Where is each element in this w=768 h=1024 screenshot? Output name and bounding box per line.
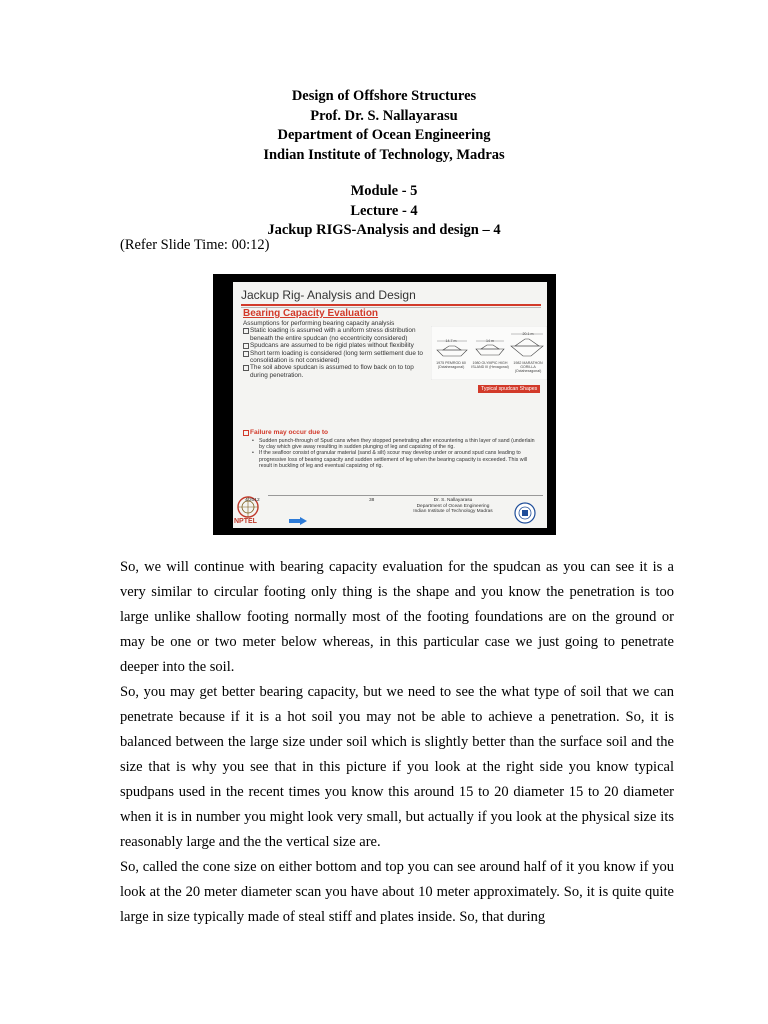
iit-madras-logo-icon	[514, 502, 536, 524]
professor-name: Prof. Dr. S. Nallayarasu	[310, 107, 458, 124]
title-block	[0, 87, 768, 241]
figure-caption-2: 1980 OLYMPIC HIGH ISLAND III (Hexagonal)	[471, 361, 509, 370]
department-name: Department of Ocean Engineering	[277, 127, 491, 143]
transcript-paragraph: So, we will continue with bearing capacity evaluation for the spudcan as you can see it is a very similar to circular footing only thing is the shape and you know the penetration is too large unlike shallow footing normally most of the footing foundations are on the ground or may be one or two meter below whereas, in this particular case we just going to penetrate deeper into the soil.	[120, 559, 674, 675]
spudcan-shapes-label: Typical spudcan Shapes	[478, 385, 540, 393]
figure-caption-3: 1982 MARATHON GORILLA (Octahexagonal)	[513, 361, 543, 374]
course-title: Design of Offshore Structures	[291, 88, 477, 104]
arrow-right-icon	[289, 517, 307, 525]
failure-point: • Sudden punch-through of Spud cans when they stopped penetrating after encountering a thin layer of sand (underlain by clay which give away resulting in sudden plunging of leg and capsizing of the rig.	[251, 438, 539, 450]
figure-dim-2: 14 m	[486, 339, 494, 343]
institute-name: Indian Institute of Technology, Madras	[263, 146, 505, 163]
figure-dim-3: 20.1 m	[522, 332, 534, 336]
failure-points	[251, 438, 539, 469]
slide-image	[213, 274, 556, 535]
lecture-number: Lecture - 4	[350, 202, 418, 219]
footer-credit-line: Dr. S. Nallayarasu	[433, 498, 473, 503]
refer-slide-time: (Refer Slide Time: 00:12)	[120, 237, 270, 253]
figure-dim-1: 14.7 m	[445, 339, 457, 343]
slide-content	[233, 282, 547, 528]
transcript-paragraph: So, you may get better bearing capacity, but we need to see the what type of soil that we can penetrate because if it is a hot soil you may not be able to achieve a penetration. So, it is balanced between the large size under soil which is slightly better than the surface soil and the size that is why you see that in this picture if you look at the right side you know typical spudpans used in the recent times you know this around 15 to 20 diameter 15 to 20 diameter when it is in number you might look very small, but actually if you look at the physical size its reasonably large and the the vertical size are.	[120, 684, 674, 850]
failure-point: • If the seafloor consist of granular material (sand & silt) scour may develop under or around spud cans leading to progressive loss of bearing capacity and sudden settlement of leg when the bearing capacity is exceeded. This will result in buckling of leg and eventual capsizing of rig.	[251, 450, 539, 469]
footer-credit-line: Department of Ocean Engineering	[416, 503, 490, 509]
slide-subtitle: Bearing Capacity Evaluation	[243, 308, 379, 319]
slide-footer	[233, 495, 547, 528]
failure-heading: Failure may occur due to	[243, 429, 328, 436]
assumption-bullet: The soil above spudcan is assumed to flow back on to top during penetration.	[243, 364, 433, 379]
footer-rule	[268, 495, 543, 496]
assumption-bullet: Static loading is assumed with a uniform stress distribution beneath the entire spudcan (no eccentricity considered)	[243, 327, 433, 342]
footer-date: 4/2012	[245, 498, 260, 503]
footer-page-number: 38	[369, 498, 375, 503]
lecture-title: Jackup RIGS-Analysis and design – 4	[267, 222, 501, 238]
assumptions-intro: Assumptions for performing bearing capacity analysis	[243, 320, 395, 327]
transcript-paragraph: So, called the cone size on either bottom and top you can see around half of it you know if you look at the 20 meter diameter scan you have about 10 meter approximately. So, it is quite quite large in size typically made of steal stiff and plates inside. So, that during	[120, 859, 674, 925]
figure-caption-1: 1975 PEMROD 60 (Octahexagonal)	[436, 361, 466, 370]
assumption-bullet: Spudcans are assumed to be rigid plates without flexibility	[243, 342, 433, 349]
module-number: Module - 5	[350, 183, 418, 199]
slide-title-rule	[241, 304, 541, 306]
footer-credit-line: Indian Institute of Technology Madras	[413, 509, 493, 515]
transcript-body	[120, 555, 674, 930]
assumption-bullet: Short term loading is considered (long term settlement due to consolidation is not considered)	[243, 350, 433, 365]
footer-credit	[403, 498, 503, 515]
nptel-label: NPTEL	[234, 518, 257, 525]
slide-assumptions	[243, 320, 433, 379]
slide-title: Jackup Rig- Analysis and Design	[241, 288, 416, 302]
